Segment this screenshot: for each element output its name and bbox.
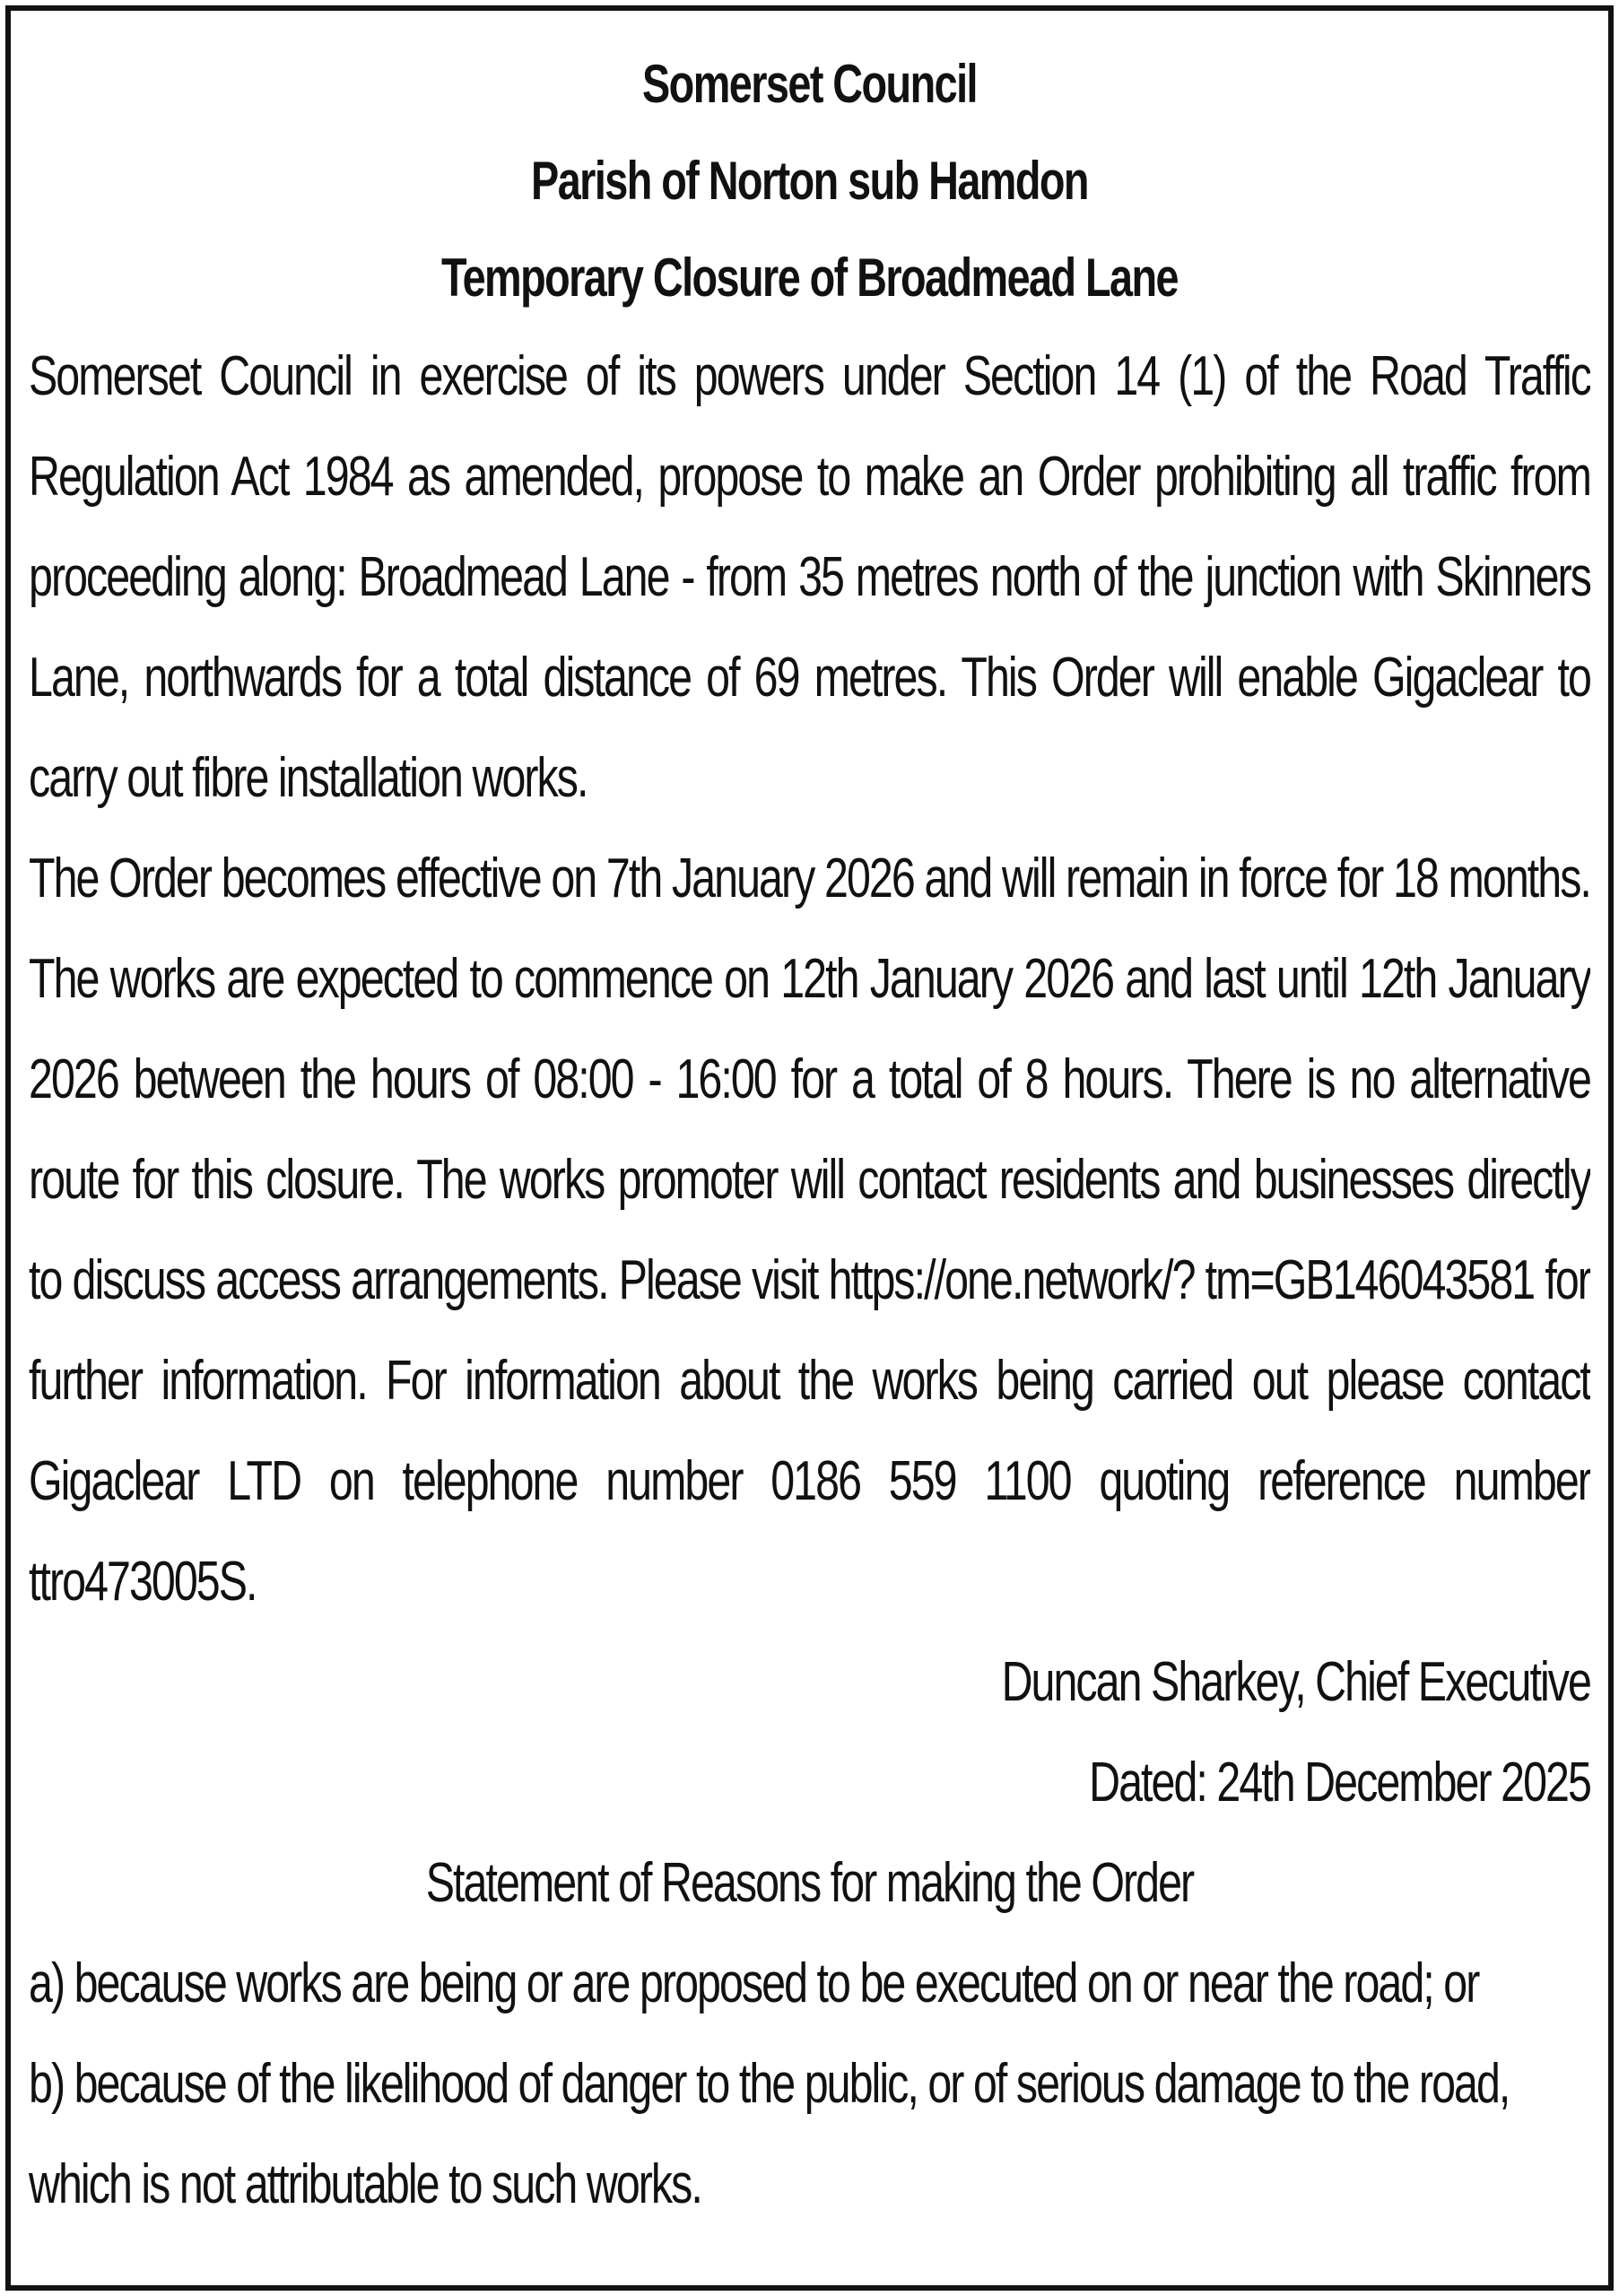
body-wrapper [29, 326, 1590, 2235]
reason-a: a) because works are being or are proposed to be executed on or near the road; or [29, 1952, 1479, 2014]
notice-content [29, 36, 1590, 2235]
dated-line: Dated: 24th December 2025 [1089, 1752, 1590, 1813]
notice-frame [5, 5, 1614, 2291]
reasons-heading: Statement of Reasons for making the Order [425, 1852, 1194, 1914]
authority-heading: Somerset Council [642, 54, 977, 114]
paragraph-order-proposal: Somerset Council in exercise of its powers under Section 14 (1) of the Road Traffic Regulation Act 1984 as amended, propose to make an Order prohibiting all traffic from proceeding along: Broadmead Lane - from 35 metres north of the junction with Skinners Lane, northwards for a total distance of 69 metres. This Order will enable Gigaclear to carry out fibre installation works. [29, 345, 1590, 809]
paragraph-order-details: The Order becomes effective on 7th January 2026 and will remain in force for 18 months. The works are expected to commence on 12th January 2026 and last until 12th January 2026 between the hours of 08:00 - 16:00 for a total of 8 hours. There is no alternative route for this closure. The works promoter will contact residents and businesses directly to discuss access arrangements. Please visit https://one.network/? tm=GB146043581 for further information. For information about the works being carried out please contact Gigaclear LTD on telephone number 0186 559 1100 quoting reference number ttro473005S. [29, 848, 1590, 1613]
parish-heading: Parish of Norton sub Hamdon [531, 151, 1088, 211]
reason-b: b) because of the likelihood of danger to the public, or of serious damage to the road, which is not attributable to such works. [29, 2053, 1510, 2215]
notice-title: Temporary Closure of Broadmead Lane [441, 248, 1178, 308]
signatory: Duncan Sharkey, Chief Executive [1001, 1651, 1590, 1713]
body-condensed [29, 326, 1590, 2235]
